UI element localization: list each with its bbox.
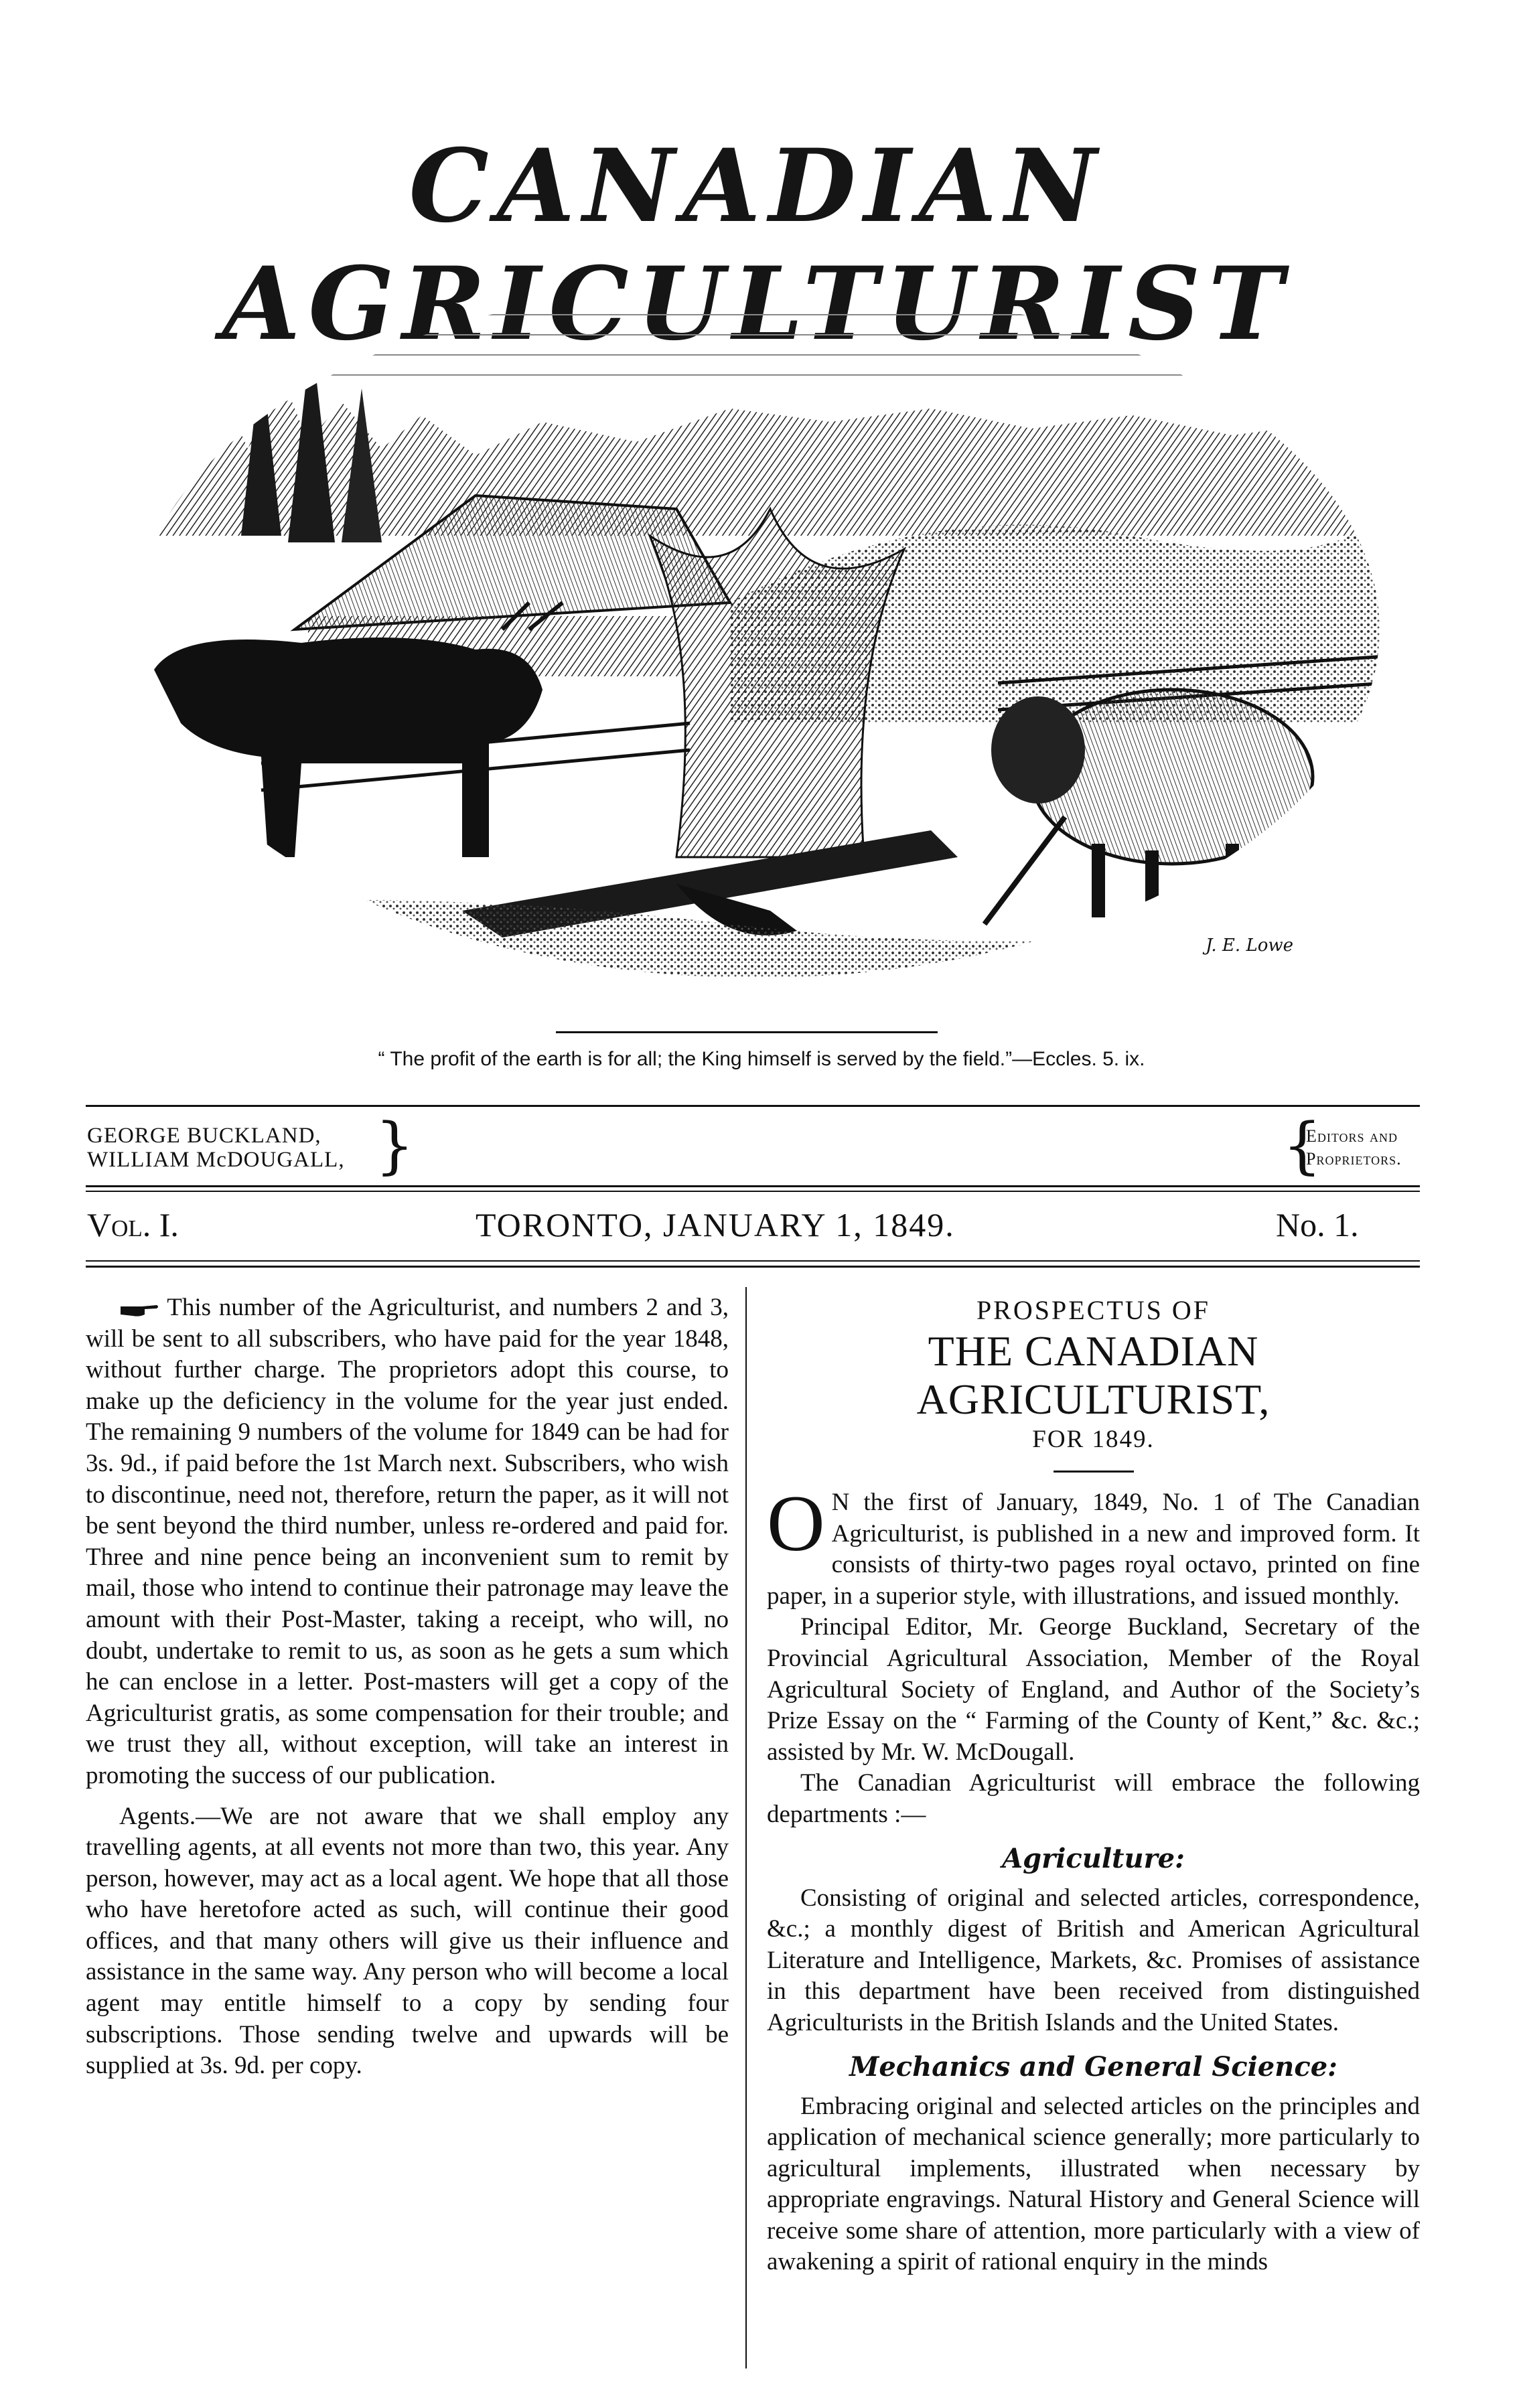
right-column <box>767 1292 1420 2278</box>
brace-left-facing: { <box>1283 1110 1322 1181</box>
issue-number: No. 1. <box>1276 1206 1359 1244</box>
editor-roles <box>1306 1125 1402 1171</box>
farm-scene-engraving <box>127 254 1386 1004</box>
principal-editor-paragraph: Principal Editor, Mr. George Buckland, Secretary of the Provincial Agricultural Association, Member of the Royal Agricultural Society of England, and Author of the Society’s Prize Essay on the “ Farming of the County of Kent,” &c. &c.; assisted by Mr. W. McDougall. <box>767 1613 1420 1766</box>
section-agriculture-heading: Agriculture: <box>1002 1842 1185 1874</box>
editor-name-1: GEORGE BUCKLAND, <box>87 1124 321 1148</box>
rule-below-dateline-2 <box>86 1266 1420 1268</box>
masthead-rule <box>556 1031 938 1033</box>
epigraph: “ The profit of the earth is for all; the King himself is served by the field.”—Eccles. 5. ix. <box>378 1048 1145 1070</box>
rule-above-dateline <box>86 1185 1420 1187</box>
rule-below-dateline <box>86 1260 1420 1262</box>
prospectus-year: FOR 1849. <box>1032 1426 1155 1453</box>
departments-intro: The Canadian Agriculturist will embrace the following departments :— <box>767 1769 1420 1828</box>
masthead-title: CANADIAN AGRICULTURIST <box>222 127 1291 363</box>
editor-names <box>87 1124 345 1172</box>
volume-number: Vol. I. <box>87 1206 179 1244</box>
subscription-notice-text: This number of the Agriculturist, and numbers 2 and 3, will be sent to all subscribers, who have paid for the year 1848, without further charge. The proprietors adopt this course, to make up the deficiency in the volume for the year just ended. The remaining 9 numbers of the volume for 1849 can be had for 3s. 9d., if paid before the 1st March next. Subscribers, who wish to discontinue, need not, therefore, return the paper, as it will not be sent beyond the third number, unless re-ordered and paid for. Three and nine pence being an inconvenient sum to remit by mail, those who intend to continue their patronage may leave the amount with their Post-Master, taking a receipt, who will, no doubt, undertake to remit to us, as soon as he gets a sum which he can enclose in a letter. Post-masters will get a copy of the Agriculturist gratis, as some compensation for their trouble; and we trust they all, without exception, will take an interest in promoting the success of our publication. <box>86 1294 729 1789</box>
masthead <box>100 100 1413 1011</box>
rule-above-dateline-2 <box>86 1191 1420 1192</box>
prospectus-rule <box>1054 1471 1134 1473</box>
subscription-notice <box>86 1292 729 1792</box>
left-column <box>86 1292 729 2082</box>
dateline: TORONTO, JANUARY 1, 1849. <box>476 1206 955 1244</box>
section-mechanics-heading: Mechanics and General Science: <box>849 2050 1337 2083</box>
engraver-signature: J. E. Lowe <box>1206 935 1294 956</box>
drop-cap: O <box>767 1479 825 1568</box>
prospectus-heading: PROSPECTUS OF <box>976 1295 1211 1325</box>
section-mechanics-text: Embracing original and selected articles on the principles and application of mechanical science generally; more particularly to agricultural implements, illustrated when necessary by appropriate engravings. Natural History and General Science will receive some share of attention, more particularly with a view of awakening a spirit of rational enquiry in the minds <box>767 2092 1420 2276</box>
column-divider <box>745 1287 747 2368</box>
editor-role-2: Proprietors. <box>1306 1149 1402 1169</box>
rule-above-editors <box>86 1105 1420 1107</box>
brace-right-facing: } <box>375 1110 415 1181</box>
editor-role-1: Editors and <box>1306 1126 1398 1146</box>
prospectus-intro-text: N the first of January, 1849, No. 1 of The Canadian Agriculturist, is published in a new and improved form. It consists of thirty-two pages royal octavo, printed on fine paper, in a superior style, with illustrations, and issued monthly. <box>767 1489 1420 1610</box>
agents-notice: Agents.—We are not aware that we shall employ any travelling agents, at all events not more than two, this year. Any person, however, may act as a local agent. We hope that all those who have heretofore acted as such, will continue their good offices, and that many others will give us their influence and assistance in the same way. Any person who will become a local agent may entitle himself to a copy by sending four subscriptions. Those sending twelve and upwards will be supplied at 3s. 9d. per copy. <box>86 1802 729 2080</box>
pointing-hand-icon <box>119 1301 159 1319</box>
prospectus-intro <box>767 1479 1420 1612</box>
section-agriculture-text: Consisting of original and selected articles, correspondence, &c.; a monthly digest of British and American Agricultural Literature and Intelligence, Markets, &c. Promises of assistance in this department have been received from distinguished Agriculturists in the British Islands and the United States. <box>767 1884 1420 2036</box>
editor-name-2: WILLIAM McDOUGALL, <box>87 1148 345 1172</box>
prospectus-title: THE CANADIAN AGRICULTURIST, <box>916 1327 1271 1423</box>
